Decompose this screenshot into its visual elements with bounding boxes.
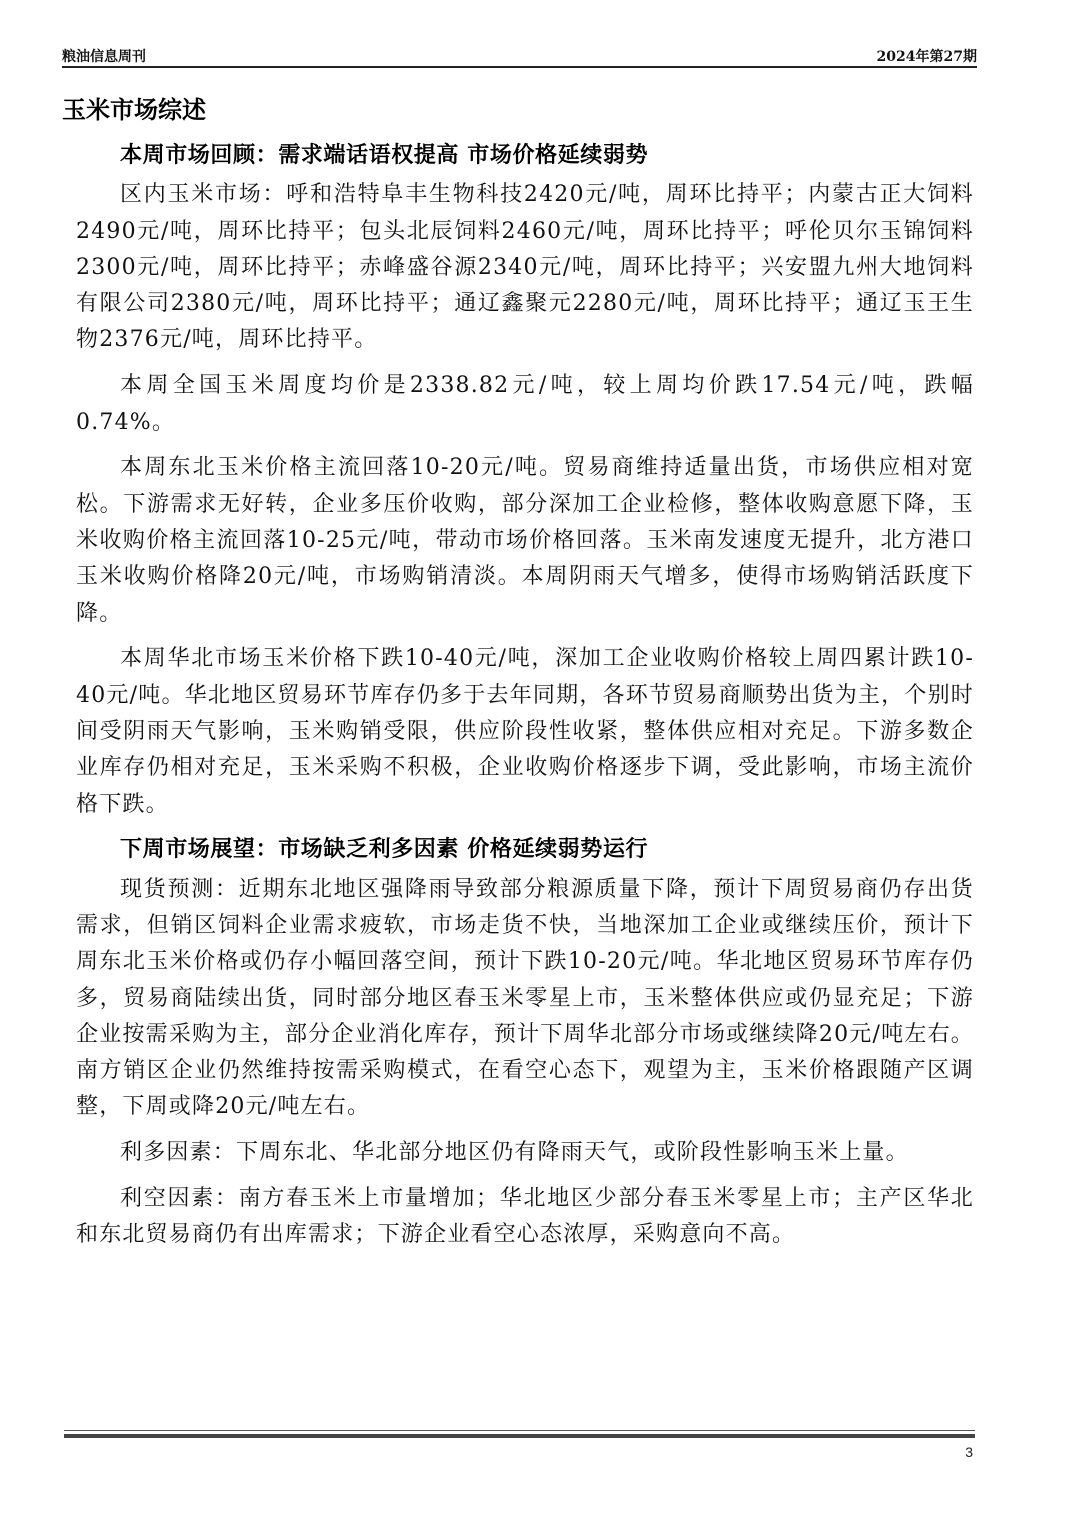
page-number: 3 xyxy=(965,1444,973,1460)
paragraph-bearish-factors: 利空因素：南方春玉米上市量增加；华北地区少部分春玉米零星上市；主产区华北和东北贸易商仍有出库需求；下游企业看空心态浓厚，采购意向不高。 xyxy=(76,1186,974,1248)
paragraph-north-china-market: 本周华北市场玉米价格下跌10-40元/吨，深加工企业收购价格较上周四累计跌10-40元/吨。华北地区贸易环节库存仍多于去年同期，各环节贸易商顺势出货为主，个别时间受阴雨天气影响，玉米购销受限，供应阶段性收紧，整体供应相对充足。下游多数企业库存仍相对充足，玉米采购不积极，企业收购价格逐步下调，受此影响，市场主流价格下跌。 xyxy=(76,646,974,817)
footer-divider-thick xyxy=(64,1434,975,1438)
section-title: 玉米市场综述 xyxy=(62,96,206,124)
header-publication-name: 粮油信息周刊 xyxy=(62,49,146,65)
market-outlook-heading: 下周市场展望：市场缺乏利多因素 价格延续弱势运行 xyxy=(120,837,649,863)
header-divider xyxy=(62,66,977,68)
paragraph-bullish-factors: 利多因素：下周东北、华北部分地区仍有降雨天气，或阶段性影响玉米上量。 xyxy=(120,1140,909,1166)
market-review-heading: 本周市场回顾：需求端话语权提高 市场价格延续弱势 xyxy=(120,143,649,168)
page-header xyxy=(62,44,977,66)
footer-divider-thin xyxy=(64,1430,975,1431)
paragraph-regional-market: 区内玉米市场：呼和浩特阜丰生物科技2420元/吨，周环比持平；内蒙古正大饲料2490元/吨，周环比持平；包头北辰饲料2460元/吨，周环比持平；呼伦贝尔玉锦饲料2300元/吨，周环比持平；赤峰盛谷源2340元/吨，周环比持平；兴安盟九州大地饲料有限公司2380元/吨，周环比持平；通辽鑫聚元2280元/吨，周环比持平；通辽玉王生物2376元/吨，周环比持平。 xyxy=(76,182,974,353)
article-body xyxy=(76,138,974,1263)
paragraph-spot-forecast: 现货预测：近期东北地区强降雨导致部分粮源质量下降，预计下周贸易商仍存出货需求，但销区饲料企业需求疲软，市场走货不快，当地深加工企业或继续压价，预计下周东北玉米价格或仍存小幅回落空间，预计下跌10-20元/吨。华北地区贸易环节库存仍多，贸易商陆续出货，同时部分地区春玉米零星上市，玉米整体供应或仍显充足；下游企业按需采购为主，部分企业消化库存，预计下周华北部分市场或继续降20元/吨左右。南方销区企业仍然维持按需采购模式，在看空心态下，观望为主，玉米价格跟随产区调整，下周或降20元/吨左右。 xyxy=(76,876,974,1120)
paragraph-national-average: 本周全国玉米周度均价是2338.82元/吨，较上周均价跌17.54元/吨，跌幅0.74%。 xyxy=(76,373,974,435)
header-issue-number: 2024年第27期 xyxy=(876,49,977,65)
paragraph-northeast-market: 本周东北玉米价格主流回落10-20元/吨。贸易商维持适量出货，市场供应相对宽松。下游需求无好转，企业多压价收购，部分深加工企业检修，整体收购意愿下降，玉米收购价格主流回落10-25元/吨，带动市场价格回落。玉米南发速度无提升，北方港口玉米收购价格降20元/吨，市场购销清淡。本周阴雨天气增多，使得市场购销活跃度下降。 xyxy=(76,455,974,626)
